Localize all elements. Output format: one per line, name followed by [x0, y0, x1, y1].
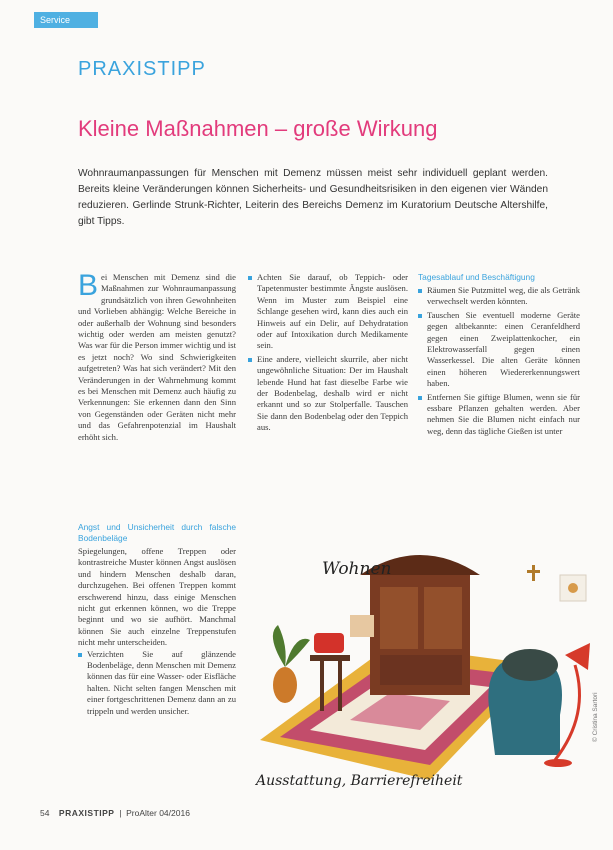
- column-2: [248, 272, 408, 436]
- floor-tips: [78, 649, 236, 717]
- room-illustration-art: [240, 515, 610, 800]
- list-item: Verzichten Sie auf glänzende Bodenbeläge, denn Menschen mit Demenz können das für eine Wasser- oder Eisfläche halten. Nicht selten fangen Menschen mit einer fortgeschrittenen Demenz dann an zu trippeln und werden unsicher.: [78, 649, 236, 717]
- list-item: Räumen Sie Putzmittel weg, die als Getränk verwechselt werden könnten.: [418, 285, 580, 308]
- subhead-daily: Tagesablauf und Beschäftigung: [418, 272, 535, 282]
- kicker: PRAXISTIPP: [78, 58, 206, 80]
- dropcap: B: [78, 269, 99, 302]
- telephone: [314, 633, 344, 653]
- list-item: Tauschen Sie eventuell moderne Geräte gegen altbekannte: einen Ceranfeldherd gegen einen Zweiplattenkocher, ein Elektrowasserfall gegen einen Wasserkessel. Die alten Geräte können einen höheren Wiedererkennungswert haben.: [418, 310, 580, 390]
- page-number: 54: [40, 808, 50, 818]
- headline: Kleine Maßnahmen – große Wirkung: [78, 116, 438, 141]
- column-1-section: [78, 522, 236, 719]
- pattern-tips: [248, 272, 408, 434]
- side-table: [310, 655, 350, 661]
- page-footer: 54 PRAXISTIPP | ProAlter 04/2016: [40, 808, 190, 818]
- list-item: Entfernen Sie giftige Blumen, wenn sie für essbare Pflanzen gehalten werden. Aber nehmen Sie die Blumen nicht einfach nur weg, denn das tägliche Gießen ist unter: [418, 392, 580, 438]
- plant-pot: [273, 667, 297, 703]
- subhead-floor: Angst und Unsicherheit durch falsche Bodenbeläge: [78, 522, 236, 543]
- daily-tips: [418, 285, 580, 437]
- column-3: [418, 272, 580, 439]
- intro-text: ei Menschen mit Demenz sind die Maßnahmen zur Wohnraumanpassung grundsätzlich von ihren Gewohnheiten und Vorlieben abhängig: Welche Bereiche in oder außerhalb der Wohnung sind besonders wichtig oder werden am meisten genutzt? Was war für die Person immer wichtig und ist es jetzt noch? Wo sind Schwierigkeiten aufgetreten? Was hat sich verändert? Mit den Veränderungen in der Wahrnehmung kommt es bei Menschen mit Demenz auch häufig zu Verkennungen: Sie erkennen dann den Sinn von Gegenständen oder Geräten nicht mehr und das Gefahrenpotenzial im Haushalt erhöht sich.: [78, 272, 236, 442]
- footer-issue: ProAlter 04/2016: [126, 808, 190, 818]
- list-item: Eine andere, vielleicht skurrile, aber nicht ungewöhnliche Situation: Der im Haushalt lebende Hund hat fast dieselbe Farbe wie der Bodenbelag, deshalb wird er nicht erkannt und so zur Stolperfalle. Tauschen Sie dann den Bodenbelag oder den Teppich aus.: [248, 354, 408, 434]
- column-1: [78, 269, 236, 443]
- illustration-label-top: Wohnen: [322, 559, 392, 579]
- image-credit: © Cristina Sartori: [592, 692, 599, 742]
- lead-paragraph: Wohnraumanpassungen für Menschen mit Demenz müssen meist sehr individuell geplant werden. Bereits kleine Veränderungen können Sicherheits- und Gesundheitsrisiken in den eigenen vier Wänden reduzieren. Gerlinde Strunk-Richter, Leiterin des Bereichs Demenz im Kuratorium Deutsche Altershilfe, gibt Tipps.: [78, 168, 548, 227]
- illustration-label-bottom: Ausstattung, Barrierefreiheit: [256, 773, 463, 789]
- section-tab: Service: [34, 12, 98, 28]
- list-item: Achten Sie darauf, ob Teppich- oder Tapetenmuster bestimmte Ängste auslösen. Wenn im Muster zum Beispiel eine Schlange gesehen wird, kann dies auch ein Hinweis auf ein Delir, auf Dehydratation oder auf Intoxikation durch Medikamente sein.: [248, 272, 408, 352]
- footer-magazine: PRAXISTIPP: [58, 808, 115, 818]
- wall-calendar: [350, 615, 374, 637]
- floor-text: Spiegelungen, offene Treppen oder kontrastreiche Muster können Angst auslösen und hindern Menschen deshalb daran, durchzugehen. Bei offenen Treppen kommt erschwerend hinzu, dass einige Menschen nicht gut erkennen können, wo die Treppe beginnt und wo sie aufhört. Manchmal können Sie auch einzelne Treppenstufen nicht mehr unterscheiden.: [78, 546, 236, 648]
- room-illustration: [240, 515, 610, 800]
